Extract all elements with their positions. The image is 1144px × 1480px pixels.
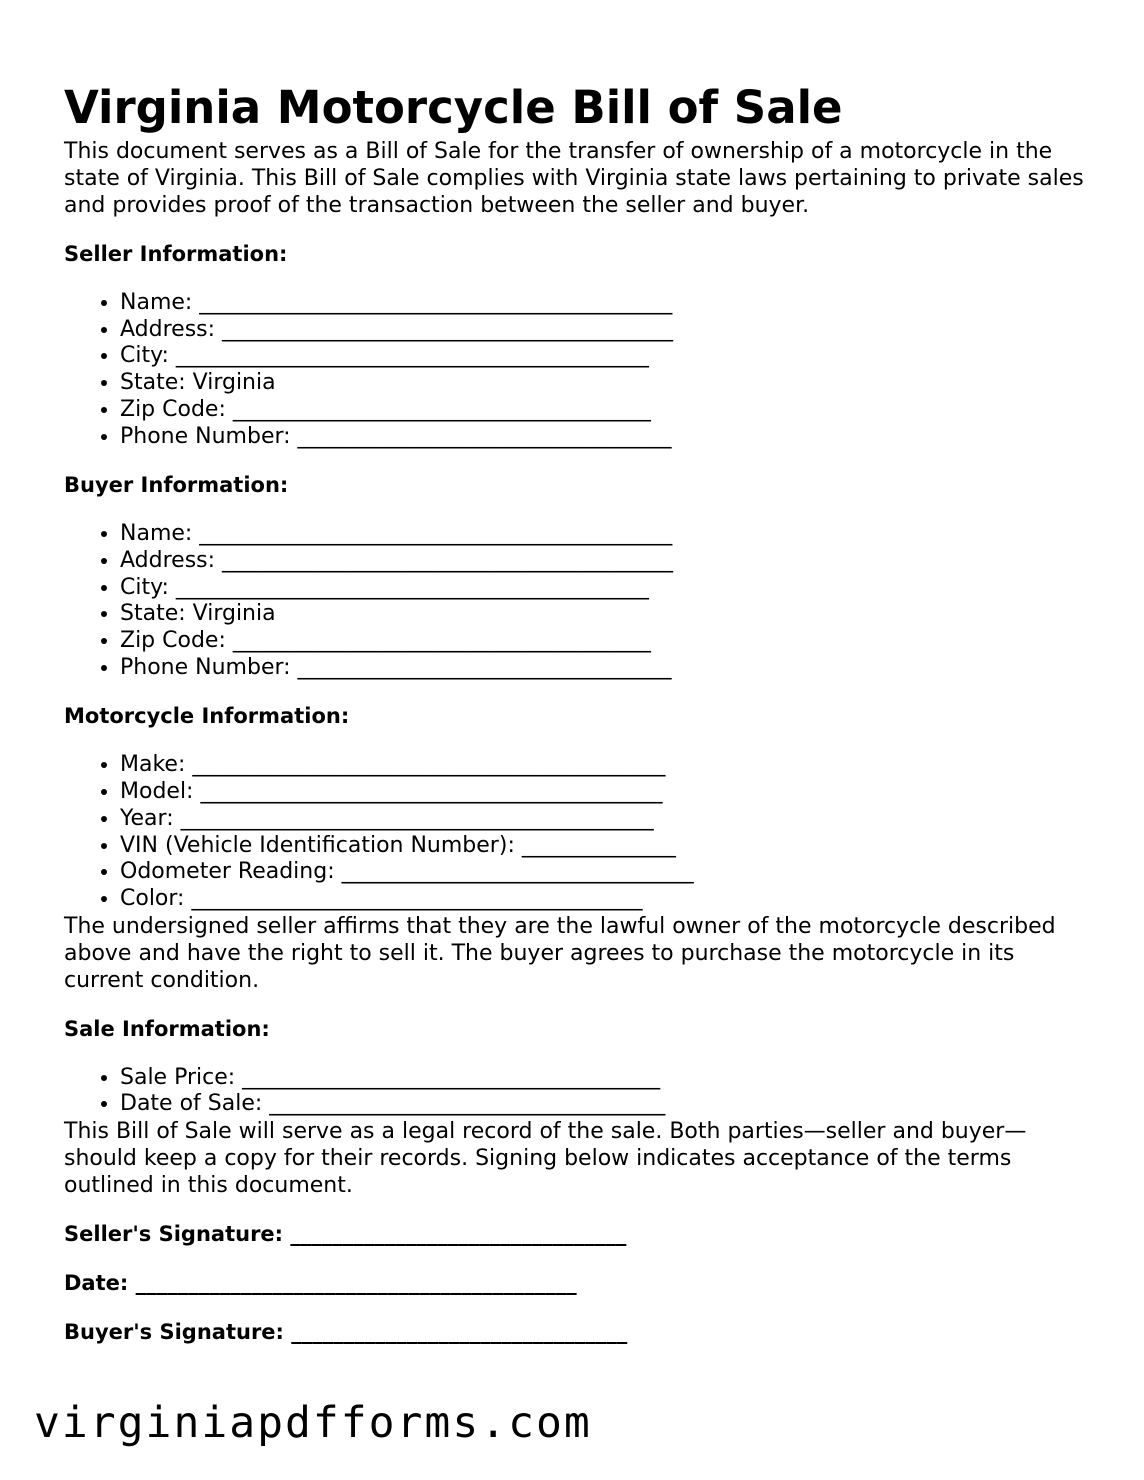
motorcycle-odometer-field[interactable]: • Odometer Reading: ________________________________: [120, 859, 1084, 886]
buyer-fields-list: [64, 521, 1084, 681]
sale-fields-list: [64, 1065, 1084, 1118]
seller-address-field[interactable]: • Address: _________________________________________: [120, 317, 1084, 344]
sale-section-heading: Sale Information:: [64, 1016, 270, 1041]
sale-price-field[interactable]: • Sale Price: ______________________________________: [120, 1065, 1084, 1092]
affirmation-paragraph: The undersigned seller affirms that they are the lawful owner of the motorcycle described above and have the right to sell it. The buyer agrees to purchase the motorcycle in its current condition.: [64, 913, 1056, 993]
seller-zip-field[interactable]: • Zip Code: ______________________________________: [120, 397, 1084, 424]
closing-paragraph: This Bill of Sale will serve as a legal record of the sale. Both parties—seller and buyer—should keep a copy for their records. Signing below indicates acceptance of the terms outlined in this document.: [64, 1119, 1027, 1199]
document-title: Virginia Motorcycle Bill of Sale: [64, 81, 843, 134]
seller-phone-field[interactable]: • Phone Number: __________________________________: [120, 424, 1084, 451]
seller-city-field[interactable]: • City: ___________________________________________: [120, 343, 1084, 370]
motorcycle-make-field[interactable]: • Make: ___________________________________________: [120, 752, 1084, 779]
buyer-city-field[interactable]: • City: ___________________________________________: [120, 575, 1084, 602]
seller-fields-list: [64, 290, 1084, 450]
motorcycle-model-field[interactable]: • Model: __________________________________________: [120, 779, 1084, 806]
motorcycle-color-field[interactable]: • Color: _________________________________________: [120, 886, 1084, 913]
motorcycle-year-field[interactable]: • Year: ___________________________________________: [120, 806, 1084, 833]
buyer-section-heading: Buyer Information:: [64, 473, 289, 498]
buyer-phone-field[interactable]: • Phone Number: __________________________________: [120, 655, 1084, 682]
motorcycle-section-heading: Motorcycle Information:: [64, 704, 350, 729]
seller-signature-line[interactable]: Seller's Signature: ________________________________: [64, 1222, 627, 1247]
seller-state-field: • State: Virginia: [120, 370, 1084, 397]
bill-of-sale-document: [64, 78, 1084, 1346]
buyer-address-field[interactable]: • Address: _________________________________________: [120, 548, 1084, 575]
buyer-name-field[interactable]: • Name: ___________________________________________: [120, 521, 1084, 548]
sale-date-field[interactable]: • Date of Sale: ____________________________________: [120, 1091, 1084, 1118]
motorcycle-fields-list: [64, 752, 1084, 912]
buyer-state-field: • State: Virginia: [120, 601, 1084, 628]
intro-paragraph: This document serves as a Bill of Sale for the transfer of ownership of a motorcycle in the state of Virginia. This Bill of Sale complies with Virginia state laws pertaining to private sales and provides proof of the transaction between the seller and buyer.: [64, 139, 1084, 218]
buyer-zip-field[interactable]: • Zip Code: ______________________________________: [120, 628, 1084, 655]
seller-section-heading: Seller Information:: [64, 242, 288, 266]
buyer-signature-line[interactable]: Buyer's Signature: ________________________________: [64, 1320, 628, 1345]
signature-date-line[interactable]: Date: __________________________________________: [64, 1271, 577, 1296]
site-watermark: virginiapdfforms.com: [34, 1398, 592, 1448]
motorcycle-vin-field[interactable]: • VIN (Vehicle Identification Number): ______________: [120, 833, 1084, 860]
seller-name-field[interactable]: • Name: ___________________________________________: [120, 290, 1084, 317]
